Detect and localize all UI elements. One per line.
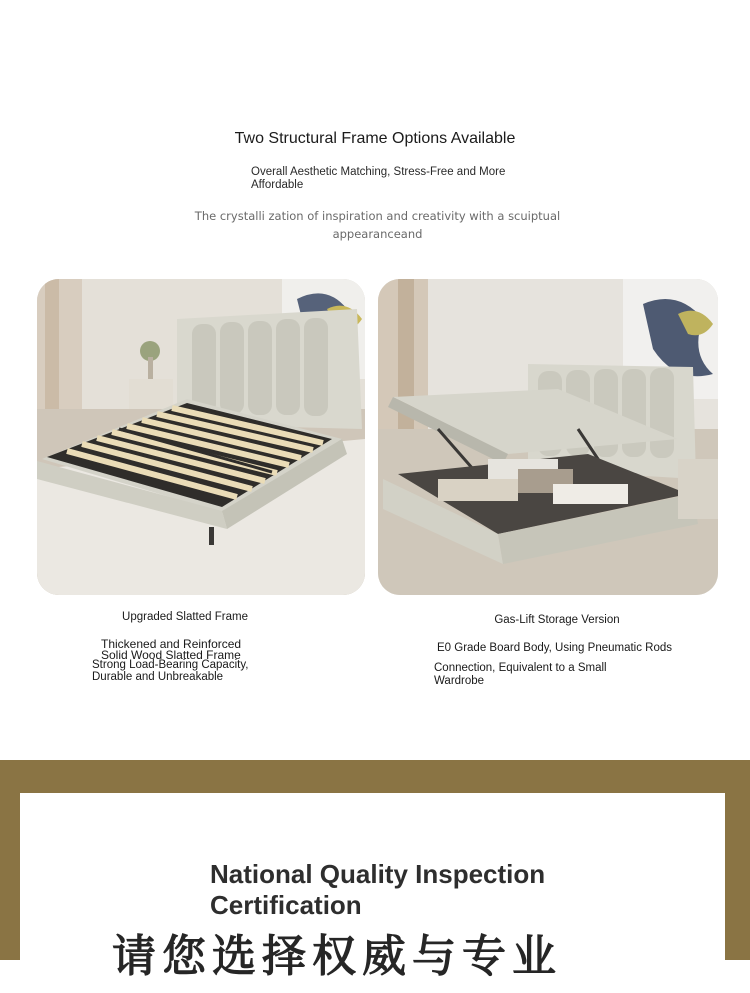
option-line: Durable and Unbreakable [92,671,224,683]
certification-chinese-heading: 请您选择权威与专业 [112,931,562,982]
option-title-slatted: Upgraded Slatted Frame [122,611,248,623]
option-line: E0 Grade Board Body, Using Pneumatic Rods [437,642,673,654]
option-line: Thickened and Reinforced [101,637,242,651]
section-title: Two Structural Frame Options Available [234,130,516,147]
certification-title: National Quality Inspection Certification [210,859,546,920]
section-subtitle: Overall Aesthetic Matching, Stress-Free and More Affordable [251,166,506,191]
section-tagline: The crystalli zation of inspiration and creativity with a scuiptual appearanceand [194,209,561,241]
option-line: Strong Load-Bearing Capacity, [92,659,249,671]
option-line: Connection, Equivalent to a Small Wardrobe [434,662,607,687]
option-line: Solid Wood Slatted Frame [101,648,241,662]
gas-lift-storage-bed-image [378,279,718,595]
option-title-gas-lift: Gas-Lift Storage Version [494,614,620,626]
slatted-frame-bed-image [37,279,365,595]
